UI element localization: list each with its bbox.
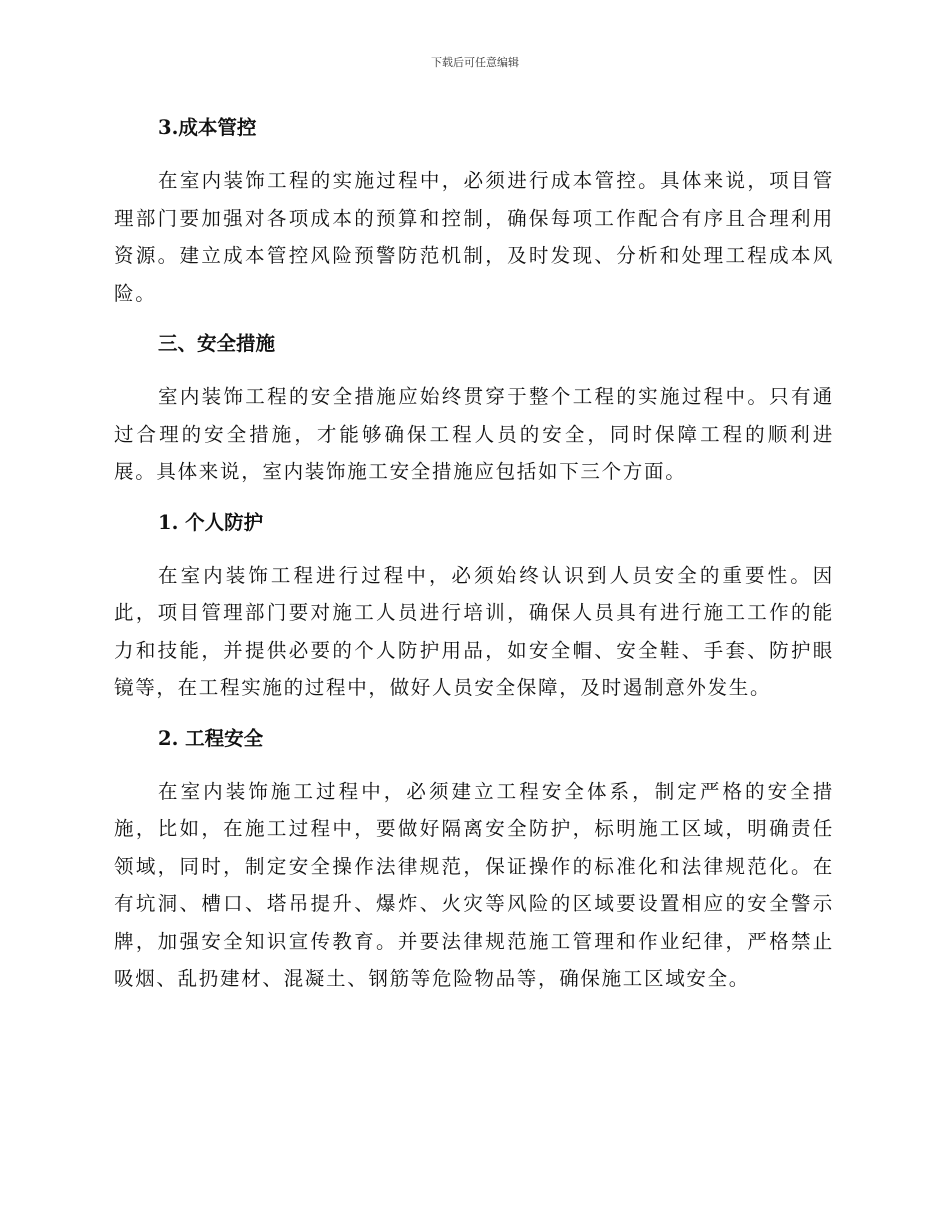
paragraph-safety-measures: 室内装饰工程的安全措施应始终贯穿于整个工程的实施过程中。只有通过合理的安全措施，才能够确保工程人员的安全，同时保障工程的顺利进展。具体来说，室内装饰施工安全措施应包括如下三个方面。 (114, 385, 834, 483)
section-heading-safety-measures: 三、安全措施 (158, 332, 276, 355)
paragraph-cost-control: 在室内装饰工程的实施过程中，必须进行成本管控。具体来说，项目管理部门要加强对各项成本的预算和控制，确保每项工作配合有序且合理利用资源。建立成本管控风险预警防范机制，及时发现、分析和处理工程成本风险。 (114, 169, 834, 305)
section-heading-engineering-safety: 2. 工程安全 (158, 726, 264, 750)
paragraph-engineering-safety: 在室内装饰施工过程中，必须建立工程安全体系，制定严格的安全措施，比如，在施工过程中，要做好隔离安全防护，标明施工区域，明确责任领域，同时，制定安全操作法律规范，保证操作的标准化和法律规范化。在有坑洞、槽口、塔吊提升、爆炸、火灾等风险的区域要设置相应的安全警示牌，加强安全知识宣传教育。并要法律规范施工管理和作业纪律，严格禁止吸烟、乱扔建材、混凝土、钢筋等危险物品等，确保施工区域安全。 (114, 779, 834, 990)
paragraph-personal-protection: 在室内装饰工程进行过程中，必须始终认识到人员安全的重要性。因此，项目管理部门要对施工人员进行培训，确保人员具有进行施工工作的能力和技能，并提供必要的个人防护用品，如安全帽、安全鞋、手套、防护眼镜等，在工程实施的过程中，做好人员安全保障，及时遏制意外发生。 (114, 563, 834, 699)
section-heading-cost-control: 3.成本管控 (158, 116, 257, 139)
section-heading-personal-protection: 1. 个人防护 (158, 510, 264, 534)
document-body (114, 106, 834, 998)
page-header: 下载后可任意编辑 (431, 56, 519, 69)
